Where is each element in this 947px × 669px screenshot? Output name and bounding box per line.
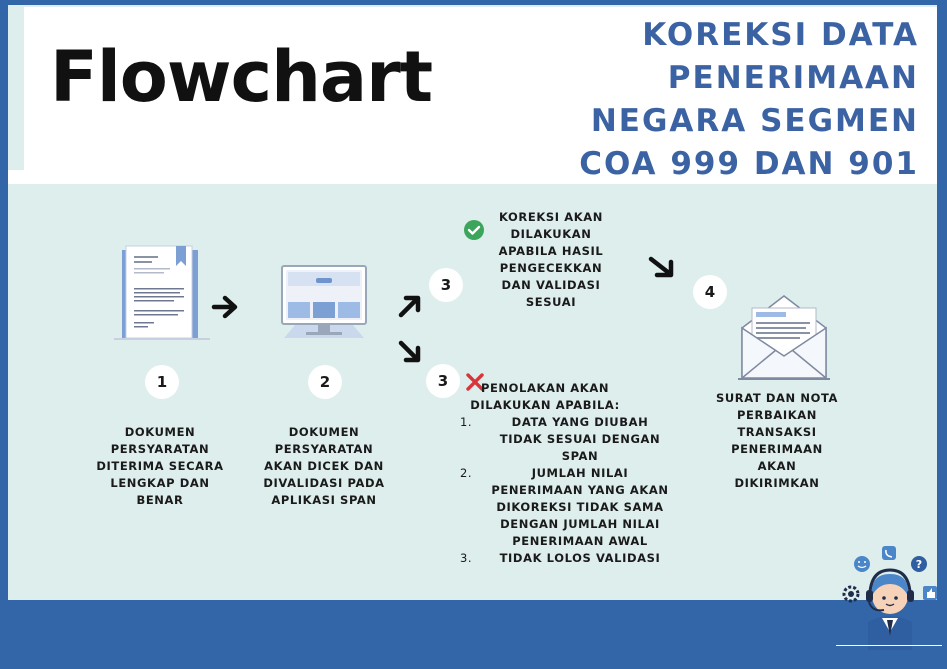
- arrow-icon: [398, 340, 424, 364]
- step-number-1: 1: [145, 365, 179, 399]
- caption-line: BENAR: [136, 493, 184, 507]
- arrow-icon: [398, 294, 424, 318]
- caption-line: PERSYARATAN: [274, 442, 374, 456]
- monitor-icon: [276, 264, 372, 346]
- footer-line: [836, 645, 942, 646]
- caption-line: PENOLAKAN AKAN: [480, 381, 610, 395]
- flowchart-heading: Flowchart: [50, 36, 433, 118]
- step4-caption: [702, 390, 852, 492]
- caption-line: KOREKSI AKAN: [499, 210, 603, 224]
- customer-service-icon: [838, 540, 942, 650]
- caption-line: APABILA HASIL: [498, 244, 604, 258]
- list-line: DENGAN JUMLAH NILAI: [500, 517, 660, 531]
- step-number-4: 4: [693, 275, 727, 309]
- caption-line: APLIKASI SPAN: [271, 493, 377, 507]
- list-line: DATA YANG DIUBAH: [511, 415, 649, 429]
- title-line: NEGARA SEGMEN: [590, 103, 919, 139]
- list-marker: 1.: [460, 415, 473, 429]
- caption-line: DIKIRIMKAN: [734, 476, 820, 490]
- caption-line: DAN VALIDASI: [501, 278, 601, 292]
- caption-line: PENGECEKKAN: [499, 261, 603, 275]
- caption-line: PENERIMAAN: [731, 442, 823, 456]
- list-line: TIDAK LOLOS VALIDASI: [499, 551, 661, 565]
- list-item: [456, 414, 676, 465]
- caption-line: DIVALIDASI PADA: [263, 476, 385, 490]
- list-item: [456, 465, 676, 550]
- svg-text:?: ?: [915, 558, 923, 571]
- envelope-icon: [736, 294, 832, 382]
- caption-line: SESUAI: [525, 295, 577, 309]
- caption-line: PERSYARATAN: [110, 442, 210, 456]
- step-number-3-accept: 3: [429, 268, 463, 302]
- list-line: DIKOREKSI TIDAK SAMA: [496, 500, 664, 514]
- check-icon: [464, 220, 484, 240]
- list-marker: 2.: [460, 466, 473, 480]
- caption-line: DILAKUKAN APABILA:: [470, 398, 620, 412]
- caption-line: TRANSAKSI: [737, 425, 817, 439]
- caption-line: DOKUMEN: [124, 425, 196, 439]
- list-marker: 3.: [460, 551, 473, 565]
- step1-caption: [82, 424, 238, 509]
- rejection-list: [456, 414, 676, 567]
- document-icon: [112, 244, 212, 342]
- caption-line: DITERIMA SECARA: [96, 459, 224, 473]
- title-line: COA 999 DAN 901: [579, 146, 919, 182]
- caption-line: DILAKUKAN: [510, 227, 592, 241]
- arrow-icon: [212, 294, 240, 320]
- list-item: [456, 550, 676, 567]
- caption-line: AKAN: [757, 459, 797, 473]
- step3-accept-caption: [486, 209, 616, 311]
- caption-line: SURAT DAN NOTA: [715, 391, 839, 405]
- list-line: PENERIMAAN YANG AKAN: [491, 483, 669, 497]
- step3-reject-intro: [470, 380, 620, 414]
- list-line: SPAN: [561, 449, 599, 463]
- title-line: PENERIMAAN: [667, 60, 919, 96]
- title-line: KOREKSI DATA: [642, 17, 919, 53]
- step2-caption: [246, 424, 402, 509]
- caption-line: PERBAIKAN: [737, 408, 817, 422]
- caption-line: DOKUMEN: [288, 425, 360, 439]
- arrow-icon: [648, 254, 676, 280]
- caption-line: LENGKAP DAN: [110, 476, 210, 490]
- list-line: TIDAK SESUAI DENGAN: [499, 432, 661, 446]
- step-number-3-reject: 3: [426, 364, 460, 398]
- caption-line: AKAN DICEK DAN: [264, 459, 384, 473]
- list-line: PENERIMAAN AWAL: [512, 534, 648, 548]
- page-title: [539, 14, 919, 186]
- step-number-2: 2: [308, 365, 342, 399]
- list-line: JUMLAH NILAI: [531, 466, 629, 480]
